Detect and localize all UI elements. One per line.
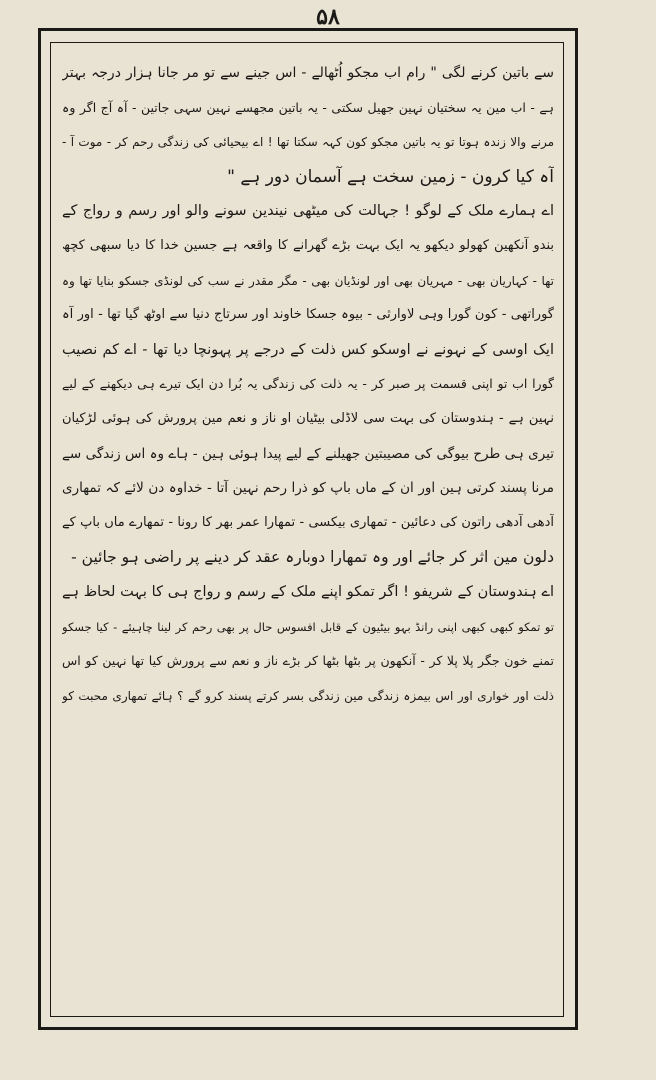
- text-line: ہے - اب مین یہ سختیان نہین جھیل سکتی - یہ باتین مجھسے نہین سہی جاتین - آہ آج اگر وہ: [62, 99, 554, 115]
- text-line: آدھی آدھی راتون کی دعائین - تمھاری بیکسی - تمھارا عمر بھر کا رونا - تمھارے ماں باپ کے: [62, 514, 554, 530]
- text-line: تھا - کہاریان بھی - مہریان بھی اور لونڈیان بھی - مگر مقدر نے سب کی لونڈی جسکو بنایا تھا وہ: [62, 273, 554, 288]
- text-line: گورا اب تو اپنی قسمت پر صبر کر - یہ ذلت کی زندگی یہ بُرا دن ایک تیرے ہی دیکھنے کے لیے: [62, 376, 554, 392]
- text-line: تمنے خون جگر پلا پلا کر - آنکھون پر بٹھا بٹھا کر بڑے ناز و نعم سے پرورش کیا تھا نہین کو اس: [62, 653, 554, 669]
- text-line: سے باتین کرنے لگی " رام اب مجکو اُٹھالے - اس جینے سے تو مر جانا ہزار درجہ بہتر: [62, 65, 554, 81]
- page-number: ۵۸: [316, 4, 340, 30]
- text-line: ایک اوسی کے نہونے نے اوسکو کس ذلت کے درجے پر پہونچا دیا تھا - اے کم نصیب: [62, 341, 554, 358]
- text-line: آہ کیا کرون - زمین سخت ہے آسمان دور ہے ": [227, 166, 554, 187]
- text-line: گوراتھی - کون گورا وہی لاوارثی - بیوہ جسکا خاوند اور سرتاج دنیا سے اوٹھ گیا تھا - اور آہ: [62, 307, 554, 323]
- text-line: تیری ہی طرح بیوگی کی مصیبتین جھیلنے کے لیے پیدا ہوئی ہین - ہاے وہ اس زندگی سے: [62, 445, 554, 462]
- text-line: اے ہمارے ملک کے لوگو ! جہالت کی میٹھی نیندین سونے والو اور رسم و رواج کے: [62, 203, 554, 220]
- text-line: تو تمکو کبھی کبھی اپنی رانڈ بہو بیٹیون کے قابل افسوس حال پر بھی رحم کر لینا چاہیئے - کیا جسکو: [62, 619, 554, 634]
- text-line: بندو آنکھین کھولو دیکھو یہ ایک بہت بڑے گھرانے کا واقعہ ہے جسین خدا کا دیا سبھی کچھ: [62, 237, 554, 253]
- text-line: ذلت اور خواری اور اس بیمزہ زندگی مین زندگی بسر کرتے پسند کرو گے ؟ ہائے تمھاری محبت کو: [62, 688, 554, 703]
- text-line: مرنا پسند کرتی ہین اور ان کے ماں باپ کو ذرا رحم نہین آتا - خداوہ دن لائے کہ تمھاری: [62, 480, 554, 497]
- text-line: مرنے والا زندہ ہوتا تو یہ باتین مجکو کون کہہ سکتا تھا ! اے بیحیائی کی زندگی رحم کر - موت آ -: [62, 135, 554, 150]
- text-line: دلون مین اثر کر جائے اور وہ تمھارا دوبارہ عقد کر دینے پر راضی ہو جائین -: [71, 548, 554, 567]
- text-line: اے ہندوستان کے شریفو ! اگر تمکو اپنے ملک کے رسم و رواج ہی کا بہت لحاظ ہے: [62, 583, 554, 600]
- page-body: [62, 56, 554, 1006]
- text-line: نہین ہے - ہندوستان کی بہت سی لاڈلی بیٹیان او ناز و نعم مین پرورش کی ہوئی لڑکیان: [62, 410, 554, 426]
